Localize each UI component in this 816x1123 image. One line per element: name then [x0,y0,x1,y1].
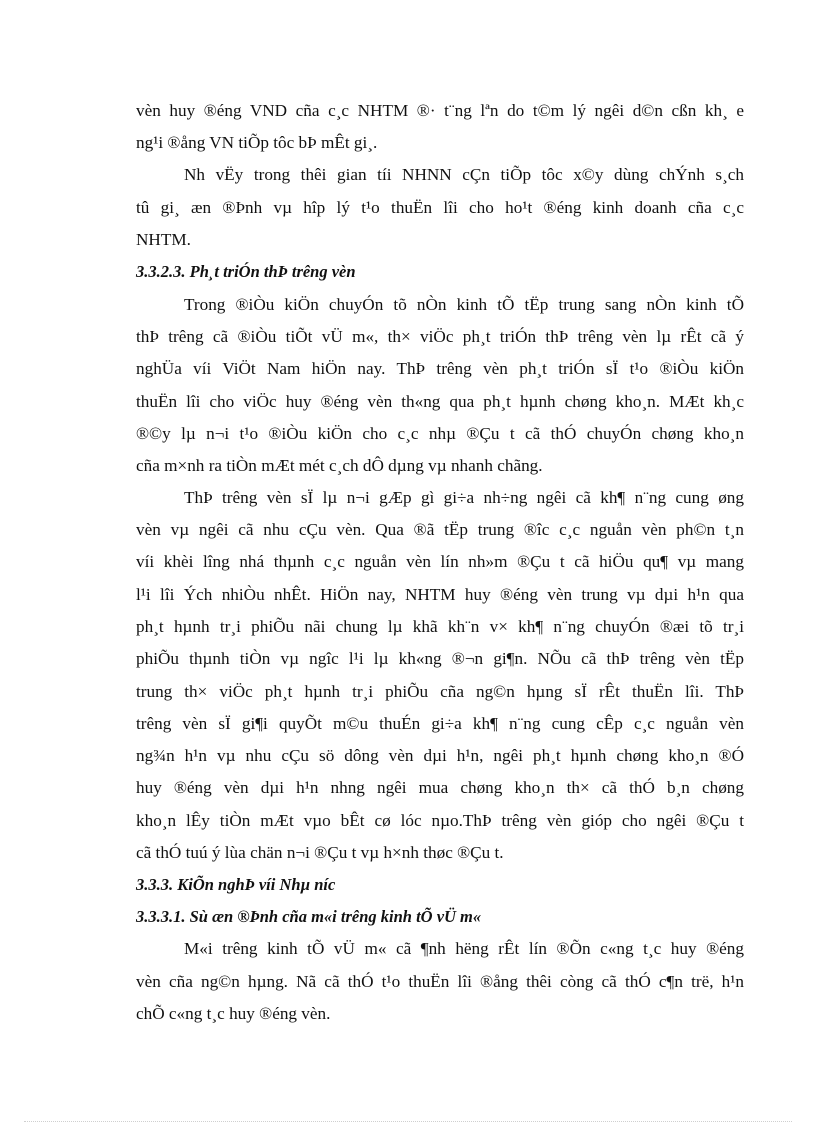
body-line: ThÞ trêng vèn sÏ lµ n¬i gÆp gì gi÷a nh÷ng ngêi cã kh¶ n¨ng cung øng [184,488,744,507]
page-bottom-rule [24,1121,792,1122]
body-line: thuËn lîi cho viÖc huy ®éng vèn th«ng qua ph¸t hµnh chøng kho¸n. MÆt kh¸c [136,392,744,411]
body-line: vèn cña ng©n hµng. Nã cã thÓ t¹o thuËn lîi ®ång thêi còng cã thÓ c¶n trë, h¹n [136,972,744,991]
body-line: ng¾n h¹n vµ nhu cÇu sö dông vèn dµi h¹n, ngêi ph¸t hµnh chøng kho¸n ®Ó [136,746,744,765]
body-line: l¹i lîi Ých nhiÒu nhÊt. HiÖn nay, NHTM huy ®éng vèn trung vµ dµi h¹n qua [136,585,744,604]
body-line: ®©y lµ n¬i t¹o ®iÒu kiÖn cho c¸c nhµ ®Çu t cã thÓ chuyÓn chøng kho¸n [136,424,744,443]
body-line: cña m×nh ra tiÒn mÆt mét c¸ch dÔ dµng vµ nhanh chãng. [136,456,543,475]
body-line: vèn huy ®éng VND cña c¸c NHTM ®· t¨ng lªn do t©m lý ngêi d©n cßn kh¸ e [136,101,744,120]
body-line: ph¸t hµnh tr¸i phiÕu nãi chung lµ khã kh¨n v× kh¶ n¨ng chuyÓn ®æi tõ tr¸i [136,617,744,636]
body-line: trêng vèn sÏ gi¶i quyÕt m©u thuÉn gi÷a kh¶ n¨ng cung cÊp c¸c nguån vèn [136,714,744,733]
body-line: NHTM. [136,230,191,249]
body-line: M«i trêng kinh tÕ vÜ m« cã ¶nh hëng rÊt lín ®Õn c«ng t¸c huy ®éng [184,939,744,958]
body-line: víi khèi lîng nhá thµnh c¸c nguån vèn lín nh»m ®Çu t cã hiÖu qu¶ vµ mang [136,552,744,571]
body-line: chÕ c«ng t¸c huy ®éng vèn. [136,1004,331,1023]
body-line: trung th× viÖc ph¸t hµnh tr¸i phiÕu cña ng©n hµng sÏ rÊt thuËn lîi. ThÞ [136,682,744,701]
body-line: Nh vËy trong thêi gian tíi NHNN cÇn tiÕp tôc x©y dùng chÝnh s¸ch [184,165,744,184]
body-line: cã thÓ tuú ý lùa chän n¬i ®Çu t vµ h×nh thøc ®Çu t. [136,843,504,862]
body-line: vèn vµ ngêi cã nhu cÇu vèn. Qua ®ã tËp trung ®îc c¸c nguån vèn ph©n t¸n [136,520,744,539]
body-line: tû gi¸ æn ®Þnh vµ hîp lý t¹o thuËn lîi cho ho¹t ®éng kinh doanh cña c¸c [136,198,744,217]
body-line: Trong ®iÒu kiÖn chuyÓn tõ nÒn kinh tÕ tËp trung sang nÒn kinh tÕ [184,295,744,314]
body-line: phiÕu thµnh tiÒn vµ ngîc l¹i lµ kh«ng ®¬n gi¶n. NÕu cã thÞ trêng vèn tËp [136,649,744,668]
body-line: thÞ trêng cã ®iÒu tiÕt vÜ m«, th× viÖc ph¸t triÓn thÞ trêng vèn lµ rÊt cã ý [136,327,744,346]
body-line: nghÜa víi ViÖt Nam hiÖn nay. ThÞ trêng vèn ph¸t triÓn sÏ t¹o ®iÒu kiÖn [136,359,744,378]
section-heading: 3.3.2.3. Ph¸t triÓn thÞ trêng vèn [136,262,356,281]
body-line: huy ®éng vèn dµi h¹n nhng ngêi mua chøng kho¸n th× cã thÓ b¸n chøng [136,778,744,797]
section-heading: 3.3.3. KiÕn nghÞ víi Nhµ níc [136,875,336,894]
body-line: kho¸n lÊy tiÒn mÆt vµo bÊt cø lóc nµo.ThÞ trêng vèn gióp cho ngêi ®Çu t [136,811,744,830]
body-line: ng¹i ®ång VN tiÕp tôc bÞ mÊt gi¸. [136,133,378,152]
subsection-heading: 3.3.3.1. Sù æn ®Þnh cña m«i trêng kinh tÕ vÜ m« [136,907,482,926]
